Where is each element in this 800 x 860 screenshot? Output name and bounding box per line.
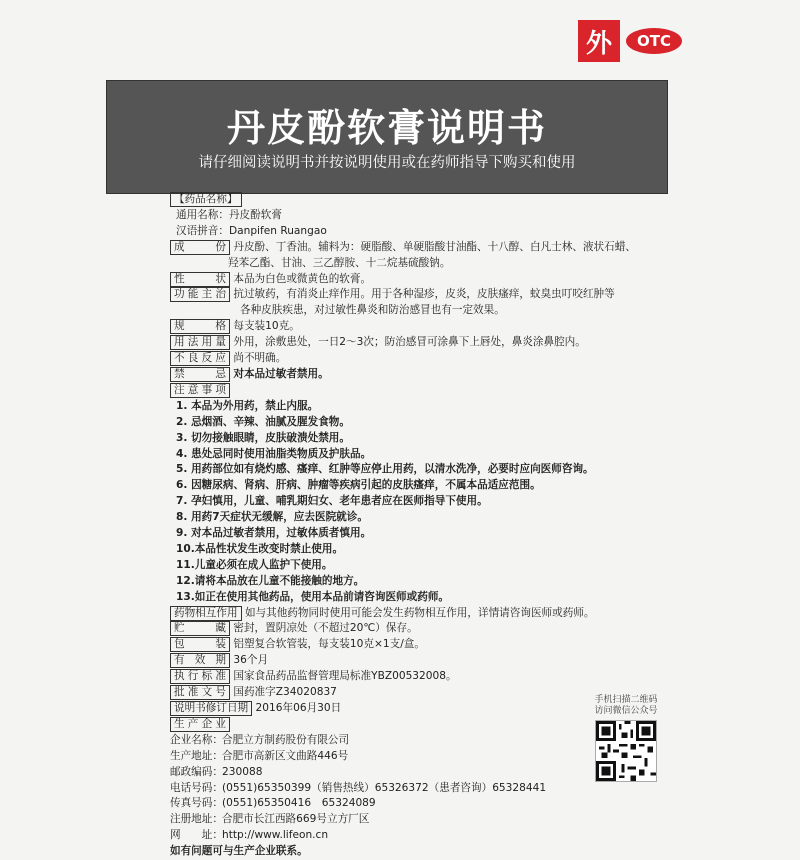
approval-label: 批准文号: [170, 685, 230, 700]
website-value: http://www.lifeon.cn: [222, 829, 329, 842]
maker-row-key: 邮政编码：: [170, 765, 223, 778]
qr-block: [590, 695, 662, 786]
drug-name-label: 【药品名称】: [170, 192, 242, 207]
note-item: 7. 孕妇慎用，儿童、哺乳期妇女、老年患者应在医师指导下使用。: [176, 495, 488, 508]
indication-line-1: 抗过敏药，有消炎止痒作用。用于各种湿疹，皮炎，皮肤瘙痒，蚊臭虫叮咬红肿等: [233, 288, 615, 301]
maker-row-value: 合肥立方制药股份有限公司: [222, 733, 350, 746]
pinyin-label: 汉语拼音：: [176, 224, 229, 237]
composition-line-2: 羟苯乙酯、甘油、三乙醇胺、十二烷基硫酸钠。: [228, 256, 451, 269]
maker-row-value: (0551)65350416 65324089: [222, 797, 376, 810]
note-item: 9. 对本品过敏者禁用，过敏体质者慎用。: [176, 527, 372, 540]
note-item: 3. 切勿接触眼睛，皮肤破溃处禁用。: [176, 431, 350, 444]
adverse-label: 不良反应: [170, 351, 230, 366]
revision-label: 说明书修订日期: [170, 701, 252, 716]
storage-value: 密封，置阴凉处（不超过20℃）保存。: [233, 622, 418, 635]
generic-name-value: 丹皮酚软膏: [228, 208, 282, 221]
maker-row-key: 企业名称：: [170, 733, 223, 746]
title-banner: [106, 80, 668, 194]
note-item: 12.请将本品放在儿童不能接触的地方。: [176, 574, 365, 587]
note-item: 6. 因糖尿病、肾病、肝病、肿瘤等疾病引起的皮肤瘙痒，不属本品适应范围。: [176, 479, 541, 492]
page-title: 丹皮酚软膏说明书: [226, 106, 547, 150]
maker-row-value: 合肥市高新区文曲路446号: [222, 749, 349, 762]
maker-row-value: (0551)65350399（销售热线）65326372（患者咨询）65328441: [222, 781, 547, 794]
note-item: 4. 患处忌同时使用油脂类物质及护肤品。: [176, 447, 372, 460]
contraindication-value: 对本品过敏者禁用。: [233, 367, 329, 380]
adverse-value: 尚不明确。: [233, 352, 287, 365]
maker-row-key: 网 址：: [170, 829, 223, 842]
maker-row-key: 传真号码：: [170, 797, 223, 810]
qr-caption-2: 访问微信公众号: [594, 706, 658, 716]
indication-line-2: 各种皮肤疾患，对过敏性鼻炎和防治感冒也有一定效果。: [240, 304, 505, 317]
approval-value: 国药准字Z34020837: [233, 686, 337, 699]
pinyin-value: Danpifen Ruangao: [228, 224, 327, 237]
note-item: 10.本品性状发生改变时禁止使用。: [176, 542, 344, 555]
maker-label: 生产企业: [170, 717, 230, 732]
contraindication-label: 禁 忌: [170, 367, 230, 382]
maker-row-value: 合肥市长江西路669号立方厂区: [222, 813, 370, 826]
spec-value: 每支装10克。: [233, 320, 300, 333]
note-item: 2. 忌烟酒、辛辣、油腻及腥发食物。: [176, 415, 350, 428]
validity-value: 36个月: [233, 654, 269, 667]
usage-label: 用法用量: [170, 335, 230, 350]
maker-row-key: 注册地址：: [170, 813, 223, 826]
interaction-label: 药物相互作用: [170, 606, 242, 621]
note-item: 13.如正在使用其他药品，使用本品前请咨询医师或药师。: [176, 590, 450, 603]
qr-caption-1: 手机扫描二维码: [594, 695, 658, 705]
note-item: 5. 用药部位如有烧灼感、瘙痒、红肿等应停止用药，以清水洗净，必要时应向医师咨询。: [176, 463, 594, 476]
usage-value: 外用，涂敷患处，一日2～3次；防治感冒可涂鼻下上唇处，鼻炎涂鼻腔内。: [233, 336, 586, 349]
note-item: 8. 用药7天症状无缓解，应去医院就诊。: [176, 511, 368, 524]
interaction-value: 如与其他药物同时使用可能会发生药物相互作用，详情请咨询医师或药师。: [244, 606, 595, 619]
page-subtitle: 请仔细阅读说明书并按说明使用或在药师指导下购买和使用: [198, 155, 576, 171]
maker-row-value: 230088: [222, 765, 263, 778]
external-use-mark: 外: [578, 20, 620, 62]
notes-label: 注意事项: [170, 383, 230, 398]
maker-row-key: 生产地址：: [170, 749, 223, 762]
composition-label: 成 份: [170, 240, 230, 255]
character-label: 性 状: [170, 272, 230, 287]
package-value: 铝塑复合软管装，每支装10克×1支/盒。: [233, 638, 425, 651]
storage-label: 贮 藏: [170, 621, 230, 636]
otc-badge: [578, 20, 682, 62]
revision-value: 2016年06月30日: [255, 702, 342, 714]
generic-name-label: 通用名称：: [176, 208, 229, 221]
composition-line-1: 丹皮酚、丁香油。辅料为：硬脂酸、单硬脂酸甘油酯、十八醇、白凡士林、液状石蜡、: [233, 240, 636, 253]
maker-row-key: 电话号码：: [170, 781, 223, 794]
package-label: 包 装: [170, 637, 230, 652]
standard-label: 执行标准: [170, 669, 230, 684]
indication-label: 功能主治: [170, 287, 230, 302]
spec-label: 规 格: [170, 319, 230, 334]
qr-code-icon: [595, 720, 657, 782]
note-item: 11.儿童必须在成人监护下使用。: [176, 558, 333, 571]
validity-label: 有 效 期: [170, 653, 230, 668]
standard-value: 国家食品药品监督管理局标准YBZ00532008。: [233, 670, 457, 683]
otc-mark: OTC: [626, 28, 682, 54]
footer-note: 如有问题可与生产企业联系。: [170, 845, 308, 858]
note-item: 1. 本品为外用药，禁止内服。: [176, 399, 319, 412]
character-value: 本品为白色或微黄色的软膏。: [233, 272, 372, 285]
